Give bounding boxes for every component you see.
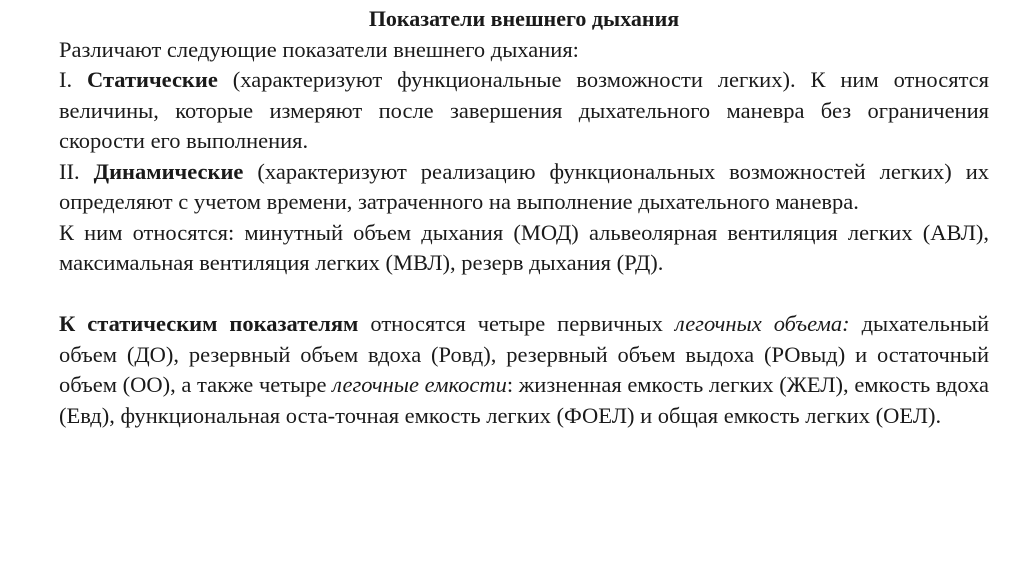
static-term: Статические	[87, 67, 218, 92]
dynamic-term: Динамические	[93, 158, 244, 184]
item-number: I.	[59, 67, 73, 92]
document-page	[59, 4, 989, 431]
page-title: Показатели внешнего дыхания	[368, 6, 680, 31]
paragraph-spacer	[59, 279, 989, 310]
dynamic-item-paragraph	[59, 157, 989, 218]
static-text-3: : жизненная емкость легких (ЖЕЛ), емкость вдоха (Евд), функциональная оста-точная емкость легких (ФОЕЛ) и общая емкость легких (ОЕЛ).	[59, 372, 990, 428]
lung-volumes-term: легочных объема:	[674, 311, 850, 336]
intro-paragraph: Различают следующие показатели внешнего дыхания:	[59, 36, 579, 62]
dynamic-indicators-paragraph: К ним относятся: минутный объем дыхания (МОД) альвеолярная вентиляция легких (АВЛ), максимальная вентиляция легких (МВЛ), резерв дыхания (РД).	[59, 219, 989, 275]
dynamic-description: (характеризуют реализацию функциональных возможностей легких) их определяют с учетом времени, затраченного на выполнение дыхательного маневра.	[59, 158, 990, 214]
static-item-paragraph	[59, 65, 989, 157]
static-description: (характеризуют функциональные возможности легких). К ним относятся величины, которые измеряют после завершения дыхательного маневра без ограничения скорости его выполнения.	[59, 67, 990, 153]
lung-capacities-term: легочные емкости	[332, 372, 507, 397]
static-text-1: относятся четыре первичных	[370, 311, 663, 336]
static-indicators-paragraph	[59, 309, 989, 431]
static-text-2: дыхательный объем (ДО), резервный объем вдоха (Ровд), резервный объем выдоха (РОвыд) и остаточный объем (ОО), а также четыре	[59, 311, 990, 397]
static-lead: К статическим показателям	[59, 311, 359, 336]
item-number: II.	[59, 158, 80, 184]
